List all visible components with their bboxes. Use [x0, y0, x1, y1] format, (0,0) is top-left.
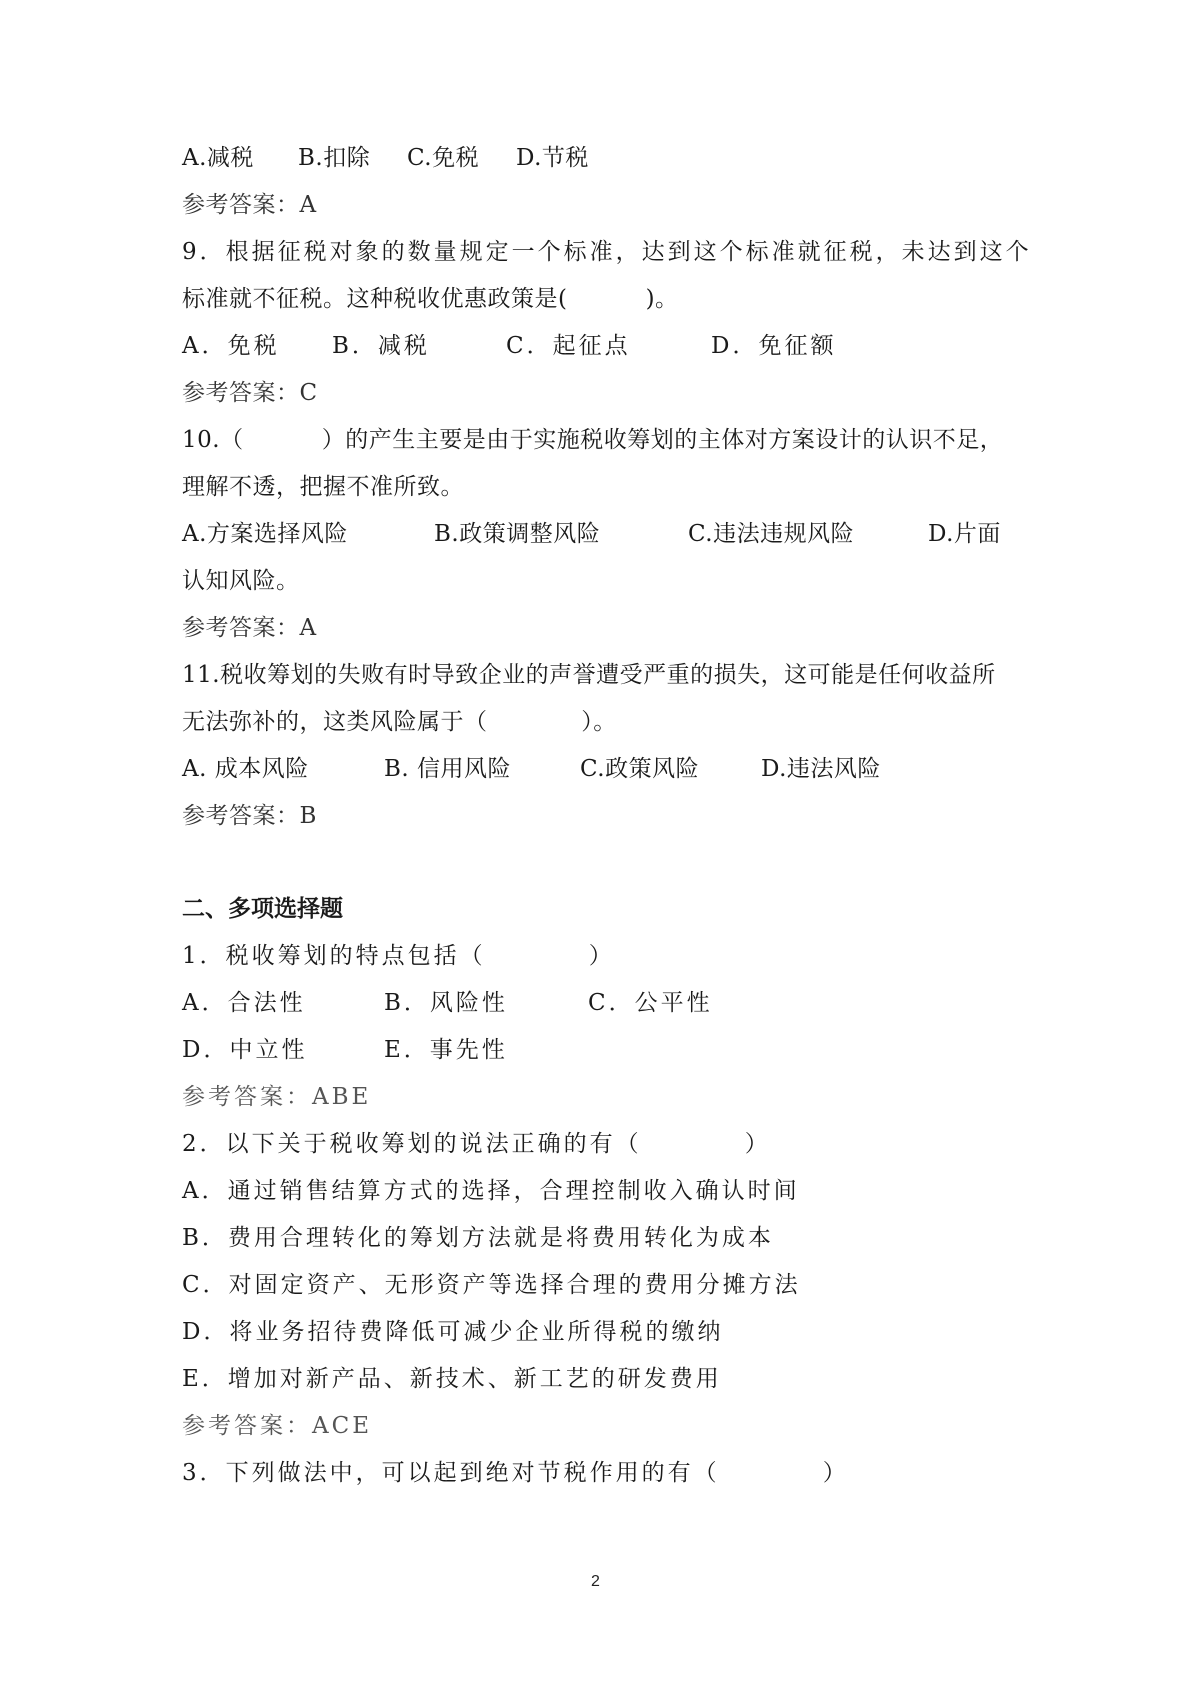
q11-option-d: D.违法风险	[761, 756, 881, 782]
q11-option-b: B. 信用风险	[384, 756, 512, 782]
q8-option-d: D.节税	[516, 145, 589, 171]
mq2-stem: 2．以下关于税收筹划的说法正确的有（ ）	[182, 1131, 771, 1157]
q10-option-a: A.方案选择风险	[182, 521, 348, 547]
q10-option-b: B.政策调整风险	[434, 521, 601, 547]
q9-option-a: A．免税	[182, 333, 280, 359]
mq1-answer: 参考答案：ABE	[182, 1084, 372, 1110]
q8-option-a: A.减税	[182, 145, 254, 171]
q11-option-c: C.政策风险	[580, 756, 700, 782]
q11-option-a: A. 成本风险	[182, 756, 309, 782]
mq1-option-a: A．合法性	[182, 990, 306, 1016]
mq2-answer: 参考答案：ACE	[182, 1413, 372, 1439]
q9-stem-line1: 9．根据征税对象的数量规定一个标准，达到这个标准就征税，未达到这个	[182, 239, 1032, 265]
mq2-option-c: C．对固定资产、无形资产等选择合理的费用分摊方法	[182, 1272, 801, 1298]
q10-option-d-continuation: 认知风险。	[182, 568, 300, 594]
mq2-option-d: D．将业务招待费降低可减少企业所得税的缴纳	[182, 1319, 724, 1345]
mq1-option-c: C．公平性	[588, 990, 713, 1016]
q9-option-c: C．起征点	[506, 333, 631, 359]
mq1-option-b: B．风险性	[384, 990, 508, 1016]
section-title-multiple-choice: 二、多项选择题	[182, 896, 343, 922]
q11-answer: 参考答案：B	[182, 803, 317, 829]
q10-stem-line2: 理解不透，把握不准所致。	[182, 474, 464, 500]
mq1-option-e: E．事先性	[384, 1037, 508, 1063]
mq2-option-b: B．费用合理转化的筹划方法就是将费用转化为成本	[182, 1225, 774, 1251]
q8-option-c: C.免税	[407, 145, 480, 171]
q8-option-b: B.扣除	[298, 145, 371, 171]
q9-stem-line2: 标准就不征税。这种税收优惠政策是( )。	[182, 286, 679, 312]
mq1-option-d: D．中立性	[182, 1037, 308, 1063]
mq1-stem: 1．税收筹划的特点包括（ ）	[182, 943, 615, 969]
q10-answer: 参考答案：A	[182, 615, 317, 641]
q11-stem-line2: 无法弥补的，这类风险属于（ ）。	[182, 709, 617, 735]
q9-option-d: D．免征额	[711, 333, 837, 359]
mq2-option-e: E．增加对新产品、新技术、新工艺的研发费用	[182, 1366, 722, 1392]
q8-answer: 参考答案：A	[182, 192, 317, 218]
q9-answer: 参考答案：C	[182, 380, 318, 406]
mq3-stem: 3．下列做法中，可以起到绝对节税作用的有（ ）	[182, 1460, 849, 1486]
q10-option-d: D.片面	[928, 521, 1001, 547]
q10-option-c: C.违法违规风险	[688, 521, 855, 547]
page-number: 2	[591, 1573, 600, 1590]
q9-option-b: B．减税	[332, 333, 430, 359]
q11-stem-line1: 11.税收筹划的失败有时导致企业的声誉遭受严重的损失，这可能是任何收益所	[182, 662, 996, 688]
q10-stem-line1: 10.（ ）的产生主要是由于实施税收筹划的主体对方案设计的认识不足，	[182, 427, 1004, 453]
mq2-option-a: A．通过销售结算方式的选择，合理控制收入确认时间	[182, 1178, 800, 1204]
